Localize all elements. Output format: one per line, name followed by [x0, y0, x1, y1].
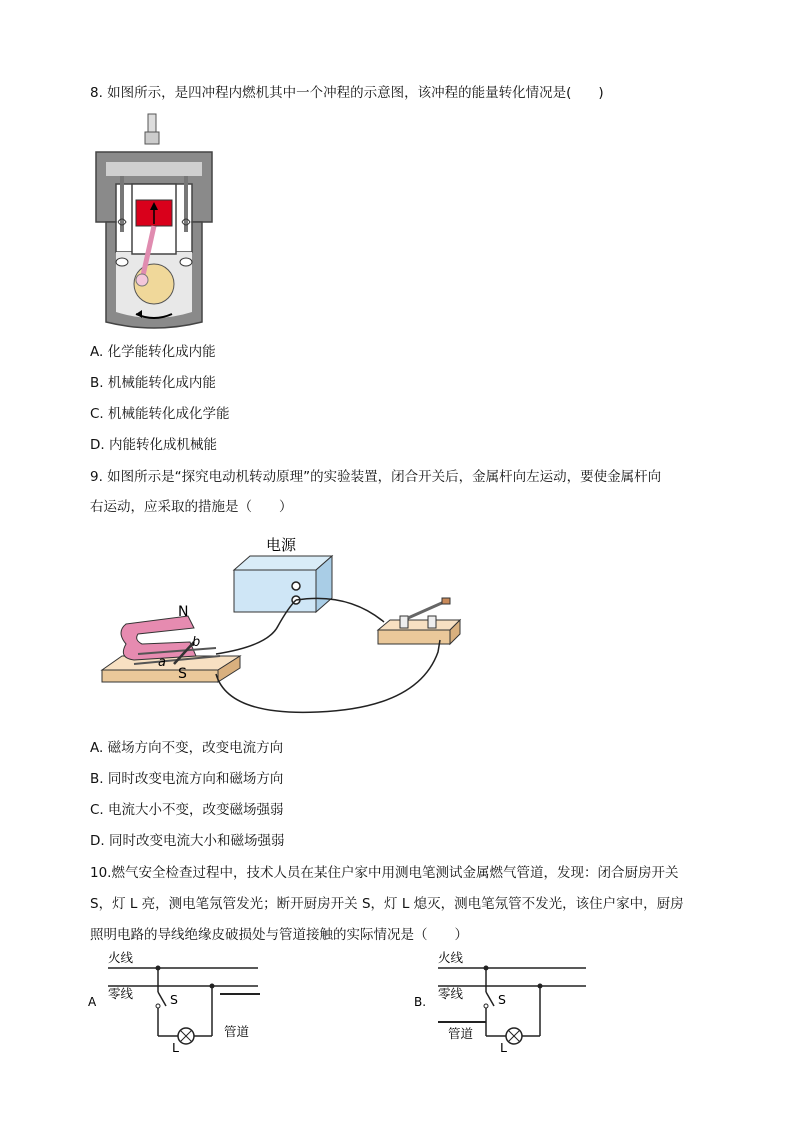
q9-option-a: A. 磁场方向不变，改变电流方向	[90, 740, 284, 756]
circuit-a-lamp-label: L	[172, 1040, 179, 1055]
q8-option-b: B. 机械能转化成内能	[90, 375, 216, 391]
circuit-b-lamp-label: L	[500, 1040, 507, 1055]
q9-option-d: D. 同时改变电流大小和磁场强弱	[90, 833, 285, 849]
rod-a-label: a	[158, 655, 166, 670]
circuit-b-pipe-label: 管道	[448, 1026, 474, 1041]
magnet-n-label: N	[178, 604, 189, 620]
q9-option-c: C. 电流大小不变，改变磁场强弱	[90, 802, 284, 818]
q8-stem: 8. 如图所示，是四冲程内燃机其中一个冲程的示意图，该冲程的能量转化情况是( )	[90, 85, 604, 101]
q8-option-c: C. 机械能转化成化学能	[90, 406, 230, 422]
q9-stem-line1: 9. 如图所示是“探究电动机转动原理”的实验装置，闭合开关后，金属杆向左运动，要使金属杆向	[90, 469, 662, 485]
q8-option-a: A. 化学能转化成内能	[90, 344, 216, 360]
circuit-b-live-label: 火线	[438, 950, 464, 965]
q10-stem-line2: S，灯 L 亮，测电笔氖管发光；断开厨房开关 S，灯 L 熄灭，测电笔氖管不发光，该住户家中，厨房	[90, 896, 684, 912]
q10-stem-line1: 10.燃气安全检查过程中，技术人员在某住户家中用测电笔测试金属燃气管道，发现：闭合厨房开关	[90, 865, 679, 881]
q10-stem-line3: 照明电路的导线绝缘皮破损处与管道接触的实际情况是（ ）	[90, 927, 468, 943]
q8-option-d: D. 内能转化成机械能	[90, 437, 217, 453]
circuit-a-option-label: A	[88, 995, 97, 1009]
q9-stem-line2: 右运动，应采取的措施是（ ）	[90, 499, 293, 515]
motor-experiment-diagram	[98, 532, 470, 718]
circuit-b-option-label: B.	[414, 995, 427, 1009]
circuit-b-switch-label: S	[498, 992, 506, 1007]
power-supply-label: 电源	[266, 536, 297, 554]
q9-option-b: B. 同时改变电流方向和磁场方向	[90, 771, 284, 787]
circuit-a-switch-label: S	[170, 992, 178, 1007]
circuit-option-b	[414, 948, 594, 1056]
magnet-s-label: S	[178, 666, 187, 682]
circuit-option-a	[88, 948, 278, 1056]
rod-b-label: b	[192, 635, 201, 650]
circuit-a-pipe-label: 管道	[224, 1024, 250, 1039]
engine-diagram	[92, 112, 216, 332]
circuit-a-neutral-label: 零线	[108, 986, 134, 1001]
circuit-a-live-label: 火线	[108, 950, 134, 965]
circuit-b-neutral-label: 零线	[438, 986, 464, 1001]
